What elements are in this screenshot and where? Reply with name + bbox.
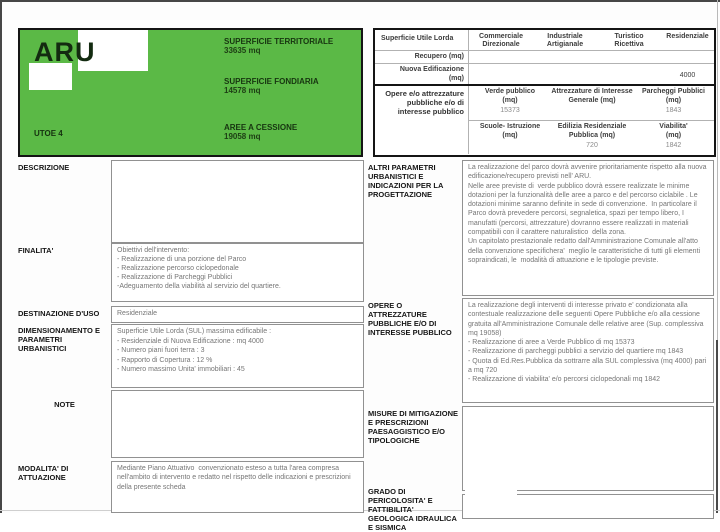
scan-edge-right-dark <box>716 340 718 513</box>
superficie-utile-lorda-table <box>373 28 716 157</box>
nuova-edificazione-industriale-cell <box>533 63 597 84</box>
note-box <box>111 390 364 458</box>
recupero-turistico-cell <box>597 50 661 63</box>
destinazione-duso-label: DESTINAZIONE D'USO <box>18 309 100 318</box>
opere-grid <box>375 86 714 154</box>
scan-edge-top <box>0 0 720 2</box>
parcheggi-pubblici-cell <box>633 86 714 120</box>
nuova-edificazione-turistico-cell <box>597 63 661 84</box>
altri-parametri-box: La realizzazione del parco dovrà avvenire prioritariamente rispetto alla nuova edificazione/recupero previsti nell' ARU. Nelle aree previste di verde pubblico dovrà essere realizzate le minime dotazioni per la funzionalità delle aree a parco e del percorso ciclabile . Le dotazioni minime saranno definite in sede di convenzione. In particolare il Parco dovrà prevedere percorsi, segnaletica, spazi per tempo libero, I manufatti (percorsi, attrezzature) dovranno essere realizzati in materiali compatibili con il carattere naturalistico della zona. Un capitolato prestazionale redatto dall'Amministrazione Comunale all'atto della convenzione specifichera' meglio le caratteristiche di tutti gli elementi sopraindicati, le modalità di attuazione e le tipologie previste. <box>462 160 714 296</box>
opere-attrezzature-label: OPERE O ATTREZZATURE PUBBLICHE E/O DI INTERESSE PUBBLICO <box>368 301 452 337</box>
finalita-label: FINALITA' <box>18 246 54 255</box>
row-label-nuova-edificazione: Nuova Edificazione (mq) <box>375 63 469 84</box>
superficie-fondiaria-value: 14578 mq <box>224 86 261 95</box>
verde-pubblico-value: 15373 <box>500 107 520 114</box>
grado-pericolosita-label: GRADO DI PERICOLOSITA' E FATTIBILITA' GEOLOGICA IDRAULICA E SISMICA <box>368 487 457 532</box>
aru-green-panel <box>18 28 363 157</box>
viabilita-value: 1842 <box>665 142 682 149</box>
nuova-edificazione-commerciale-cell <box>469 63 533 84</box>
superficie-territoriale-value: 33635 mq <box>224 46 261 55</box>
modalita-attuazione-box: Mediante Piano Attuativo convenzionato esteso a tutta l'area compresa nell'ambito di intervento e redatto nel rispetto delle indicazioni e prescrizioni della presente scheda <box>111 461 364 513</box>
edilizia-residenziale-pubblica-value: 720 <box>586 142 598 149</box>
edilizia-residenziale-pubblica-cell <box>551 120 633 154</box>
aru-code: ARU <box>34 37 96 67</box>
verde-pubblico-cell <box>469 86 551 120</box>
scuole-istruzione-value <box>469 140 551 142</box>
col-header-industriale: Industriale Artigianale <box>546 33 584 48</box>
utoe-label: UTOE 4 <box>34 129 63 138</box>
altri-parametri-label: ALTRI PARAMETRI URBANISTICI E INDICAZIONI PER LA PROGETTAZIONE <box>368 163 444 199</box>
sul-grid <box>375 30 714 84</box>
redaction-patch-bottom-right <box>465 480 517 513</box>
col-header-turistico: Turistico Ricettiva <box>614 33 644 48</box>
note-label: NOTE <box>54 400 75 409</box>
superficie-territoriale-field <box>224 37 359 55</box>
aree-a-cessione-label: AREE A CESSIONE <box>224 123 298 132</box>
col-header-residenziale: Residenziale <box>666 33 709 40</box>
descrizione-label: DESCRIZIONE <box>18 163 70 172</box>
scuole-istruzione-cell <box>469 120 551 154</box>
aree-a-cessione-field <box>224 123 359 141</box>
attrezzature-interesse-generale-cell <box>551 86 633 120</box>
destinazione-duso-box: Residenziale <box>111 306 364 323</box>
viabilita-label: Viabilita' (mq) <box>659 123 688 139</box>
attrezzature-interesse-generale-label: Attrezzature di Interesse Generale (mq) <box>551 88 633 104</box>
misure-mitigazione-box <box>462 406 714 491</box>
dimensionamento-label: DIMENSIONAMENTO E PARAMETRI URBANISTICI <box>18 326 100 353</box>
col-header-commerciale: Commerciale Direzionale <box>479 33 523 48</box>
parcheggi-pubblici-value: 1843 <box>665 107 682 114</box>
scan-edge-left <box>0 0 2 513</box>
superficie-fondiaria-field <box>224 77 359 95</box>
dimensionamento-box: Superficie Utile Lorda (SUL) massima edificabile : - Residenziale di Nuova Edificazione : mq 4000 - Numero piani fuori terra : 3 - Rapporto di Copertura : 12 % - Numero massimo Unita' immobiliari : 45 <box>111 324 364 388</box>
parcheggi-pubblici-label: Parcheggi Pubblici (mq) <box>641 88 705 104</box>
sul-table-title: Superficie Utile Lorda <box>375 30 469 50</box>
attrezzature-interesse-generale-value <box>551 105 633 107</box>
scuole-istruzione-label: Scuole- Istruzione (mq) <box>479 123 541 139</box>
superficie-territoriale-label: SUPERFICIE TERRITORIALE <box>224 37 334 46</box>
verde-pubblico-label: Verde pubblico (mq) <box>484 88 536 104</box>
modalita-attuazione-label: MODALITA' DI ATTUAZIONE <box>18 464 69 482</box>
nuova-edificazione-residenziale-cell: 4000 <box>661 63 714 84</box>
recupero-industriale-cell <box>533 50 597 63</box>
superficie-fondiaria-label: SUPERFICIE FONDIARIA <box>224 77 319 86</box>
aree-a-cessione-value: 19058 mq <box>224 132 261 141</box>
opere-table-title: Opere e/o attrezzature pubbliche e/o di interesse pubblico <box>375 86 469 154</box>
row-label-recupero: Recupero (mq) <box>375 50 469 63</box>
edilizia-residenziale-pubblica-label: Edilizia Residenziale Pubblica (mq) <box>557 123 627 139</box>
recupero-residenziale-cell <box>661 50 714 63</box>
descrizione-box <box>111 160 364 243</box>
recupero-commerciale-cell <box>469 50 533 63</box>
opere-attrezzature-box: La realizzazione degli interventi di interesse privato e' condizionata alla contestuale realizzazione delle seguenti Opere Pubbliche e/o alla cessione gratuita all'Amministrazione Comunale delle relative aree (Sup. complessiva mq 19058) - Realizzazione di aree a Verde Pubblico di mq 15373 - Realizzazione di parcheggi pubblici a servizio del quartiere mq 1843 - Quota di Ed.Res.Pubblica da sottrarre alla SUL complessiva (mq 4000) pari a mq 720 - Realizzazione di viabilita' e/o percorsi ciclopedonali mq 1842 <box>462 298 714 403</box>
misure-mitigazione-label: MISURE DI MITIGAZIONE E PRESCRIZIONI PAESAGGISTICO E/O TIPOLOGICHE <box>368 409 458 445</box>
viabilita-cell <box>633 120 714 154</box>
finalita-box: Obiettivi dell'intervento: - Realizzazione di una porzione del Parco - Realizzazione percorso ciclopedonale - Realizzazione di Parcheggi Pubblici -Adeguamento della viabilità al servizio del quartiere. <box>111 243 364 302</box>
